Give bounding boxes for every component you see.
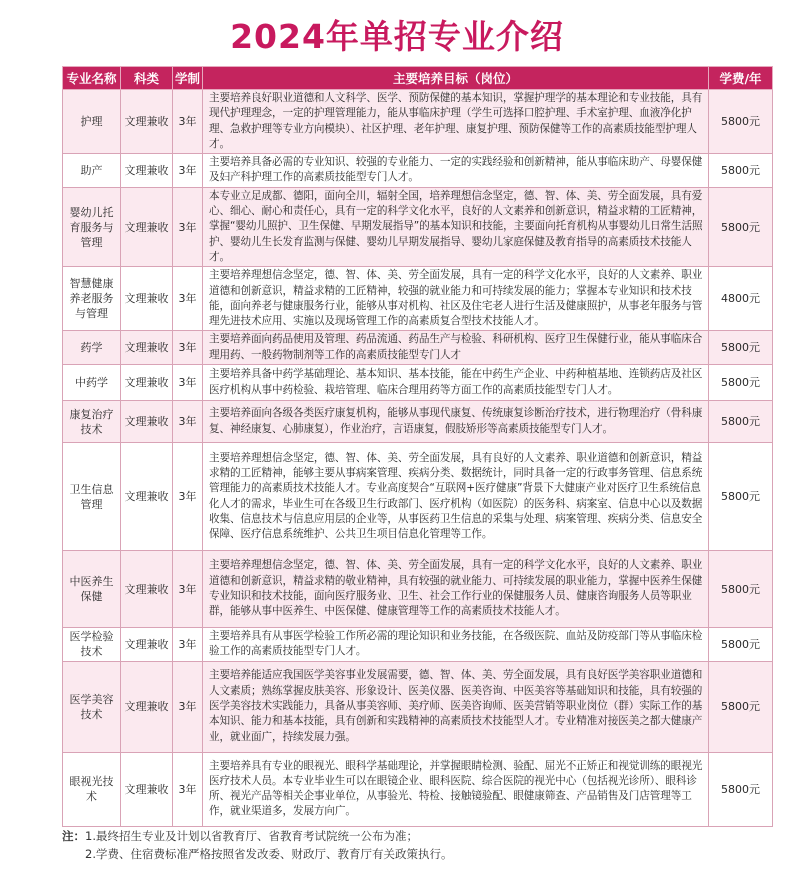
page-title: 2024年单招专业介绍 — [230, 17, 564, 56]
program-fee: 5800元 — [709, 443, 773, 551]
program-type: 文理兼收 — [121, 365, 173, 401]
program-name: 中药学 — [63, 365, 121, 401]
program-name: 婴幼儿托育服务与管理 — [63, 187, 121, 266]
table-body — [63, 90, 773, 827]
program-name: 康复治疗技术 — [63, 401, 121, 443]
program-type: 文理兼收 — [121, 401, 173, 443]
note-label: 注： — [62, 829, 85, 843]
program-years: 3年 — [173, 365, 203, 401]
program-years: 3年 — [173, 331, 203, 365]
program-years: 3年 — [173, 90, 203, 154]
program-years: 3年 — [173, 661, 203, 752]
program-type: 文理兼收 — [121, 752, 173, 826]
program-goal: 主要培养具有从事医学检验工作所必需的理论知识和业务技能，在各级医院、血站及防疫部门等从事临床检验工作的高素质技能型专门人才。 — [203, 628, 709, 662]
program-fee: 5800元 — [709, 365, 773, 401]
notes — [62, 827, 782, 863]
program-table — [62, 66, 773, 827]
program-fee: 5800元 — [709, 331, 773, 365]
program-years: 3年 — [173, 628, 203, 662]
table-row — [63, 401, 773, 443]
program-goal: 本专业立足成都、德阳，面向全川，辐射全国，培养理想信念坚定，德、智、体、美、劳全面发展，具有爱心、细心、耐心和责任心，具有一定的科学文化水平，良好的人文素养和创新意识，精益求精的工匠精神，掌握“婴幼儿照护、卫生保健、早期发展指导”的基本知识和技能，主要面向托育机构从事婴幼儿日常生活照护、婴幼儿生长发育监测与保健、婴幼儿早期发展指导、婴幼儿家庭保健及教育指导的高素质技术技能人才。 — [203, 187, 709, 266]
table-row — [63, 443, 773, 551]
header-goal: 主要培养目标（岗位） — [203, 67, 709, 90]
program-years: 3年 — [173, 267, 203, 331]
header-type: 科类 — [121, 67, 173, 90]
note-line-1: 1.最终招生专业及计划以省教育厅、省教育考试院统一公布为准； — [85, 829, 418, 843]
program-fee: 5800元 — [709, 187, 773, 266]
program-name: 医学美容技术 — [63, 661, 121, 752]
program-type: 文理兼收 — [121, 551, 173, 628]
program-years: 3年 — [173, 187, 203, 266]
table-row — [63, 628, 773, 662]
program-goal: 主要培养良好职业道德和人文科学、医学、预防保健的基本知识，掌握护理学的基本理论和专业技能，具有现代护理理念，一定的护理管理能力，能从事临床护理（学生可选择口腔护理、手术室护理、血液净化护理、急救护理等专业方向模块）、社区护理、老年护理、康复护理、预防保健等工作的高素质技能型护理人才。 — [203, 90, 709, 154]
program-type: 文理兼收 — [121, 331, 173, 365]
header-fee: 学费/年 — [709, 67, 773, 90]
program-fee: 5800元 — [709, 401, 773, 443]
program-type: 文理兼收 — [121, 661, 173, 752]
program-goal: 主要培养具备中药学基础理论、基本知识、基本技能，能在中药生产企业、中药种植基地、连锁药店及社区医疗机构从事中药检验、栽培管理、临床合理用药等方面工作的高素质技能型专门人才。 — [203, 365, 709, 401]
program-name: 药学 — [63, 331, 121, 365]
program-type: 文理兼收 — [121, 628, 173, 662]
program-years: 3年 — [173, 551, 203, 628]
program-years: 3年 — [173, 752, 203, 826]
note-line-2: 2.学费、住宿费标准严格按照省发改委、财政厅、教育厅有关政策执行。 — [85, 847, 453, 861]
table-row — [63, 365, 773, 401]
table-row — [63, 551, 773, 628]
program-years: 3年 — [173, 443, 203, 551]
program-name: 智慧健康养老服务与管理 — [63, 267, 121, 331]
program-fee: 5800元 — [709, 90, 773, 154]
table-row — [63, 752, 773, 826]
program-goal: 主要培养具有专业的眼视光、眼科学基础理论，并掌握眼睛检测、验配、屈光不正矫正和视觉训练的眼视光医疗技术人员。本专业毕业生可以在眼镜企业、眼科医院、综合医院的视光中心（包括视光诊所）、眼科诊所、视光产品等相关企事业单位，从事验光、特检、接触镜验配、眼健康筛查、产品销售及门店管理等工作，就业渠道多，发展方向广。 — [203, 752, 709, 826]
header-name: 专业名称 — [63, 67, 121, 90]
table-row — [63, 154, 773, 188]
program-fee: 5800元 — [709, 551, 773, 628]
program-type: 文理兼收 — [121, 267, 173, 331]
program-fee: 5800元 — [709, 154, 773, 188]
note-1 — [62, 827, 782, 845]
header-years: 学制 — [173, 67, 203, 90]
program-goal: 主要培养面向各级各类医疗康复机构，能够从事现代康复、传统康复诊断治疗技术，进行物理治疗（骨科康复、神经康复、心肺康复），作业治疗，言语康复，假肢矫形等高素质技能型专门人才。 — [203, 401, 709, 443]
program-fee: 5800元 — [709, 661, 773, 752]
program-goal: 主要培养理想信念坚定，德、智、体、美、劳全面发展，具有一定的科学文化水平，良好的人文素养、职业道德和创新意识，精益求精的工匠精神，较强的就业能力和可持续发展的能力；掌握本专业知识和技术技能，面向养老与健康服务行业，能够从事对机构、社区及住宅老人进行生活及健康照护，从事老年服务与管理先进技术应用、实施以及现场管理工作的高素质复合型技术技能人才。 — [203, 267, 709, 331]
table-row — [63, 661, 773, 752]
table-row — [63, 267, 773, 331]
program-name: 眼视光技术 — [63, 752, 121, 826]
program-years: 3年 — [173, 401, 203, 443]
program-type: 文理兼收 — [121, 443, 173, 551]
program-goal: 主要培养理想信念坚定，德、智、体、美、劳全面发展，具有良好的人文素养、职业道德和创新意识，精益求精的工匠精神，能够主要从事病案管理、疾病分类、数据统计，同时具备一定的行政事务管理、信息系统管理能力的高素质技术技能人才。专业高度契合“互联网+医疗健康”背景下大健康产业对医疗卫生系统信息化人才的需求，毕业生可在各级卫生行政部门、医疗机构（如医院）的医务科、病案室、信息中心以及数据收集、信息技术与信息应用层的企业等，从事医药卫生信息的采集与处理、病案管理、疾病分类、信息安全保障、医疗信息系统维护、公共卫生项目信息化管理等工作。 — [203, 443, 709, 551]
program-name: 中医养生保健 — [63, 551, 121, 628]
program-fee: 5800元 — [709, 752, 773, 826]
program-goal: 主要培养理想信念坚定，德、智、体、美、劳全面发展，具有一定的科学文化水平，良好的人文素养、职业道德和创新意识，精益求精的敬业精神，具有较强的就业能力、可持续发展的职业能力，掌握中医养生保健专业知识和技术技能，面向医疗服务业、卫生、社会工作行业的保健服务人员、健康咨询服务人员等职业群，能够从事中医养生、中医保健、健康管理等工作的高素质技术技能人才。 — [203, 551, 709, 628]
program-fee: 4800元 — [709, 267, 773, 331]
program-type: 文理兼收 — [121, 154, 173, 188]
program-years: 3年 — [173, 154, 203, 188]
program-goal: 主要培养具备必需的专业知识、较强的专业能力、一定的实践经验和创新精神，能从事临床助产、母婴保健及妇产科护理工作的高素质技能型专门人才。 — [203, 154, 709, 188]
table-row — [63, 187, 773, 266]
program-goal: 主要培养面向药品使用及管理、药品流通、药品生产与检验、科研机构、医疗卫生保健行业，能从事临床合理用药、一般药物制剂等工作的高素质技能型专门人才 — [203, 331, 709, 365]
program-name: 助产 — [63, 154, 121, 188]
table-header-row — [63, 67, 773, 90]
table-row — [63, 90, 773, 154]
table-row — [63, 331, 773, 365]
program-type: 文理兼收 — [121, 90, 173, 154]
program-type: 文理兼收 — [121, 187, 173, 266]
program-name: 医学检验技术 — [63, 628, 121, 662]
program-name: 卫生信息管理 — [63, 443, 121, 551]
program-goal: 主要培养能适应我国医学美容事业发展需要，德、智、体、美、劳全面发展，具有良好医学美容职业道德和人文素质；熟练掌握皮肤美容、形象设计、医美仪器、医美咨询、中医美容等基础知识和技能，具有较强的医学美容技术实践能力，具备从事美容师、美疗师、医美咨询师、医美营销等职业岗位（群）实际工作的基本知识、能力和基本技能，具有创新和实践精神的高素质技术技能型人才。专业精准对接医美之都大健康产业，就业面广，持续发展力强。 — [203, 661, 709, 752]
program-fee: 5800元 — [709, 628, 773, 662]
program-name: 护理 — [63, 90, 121, 154]
